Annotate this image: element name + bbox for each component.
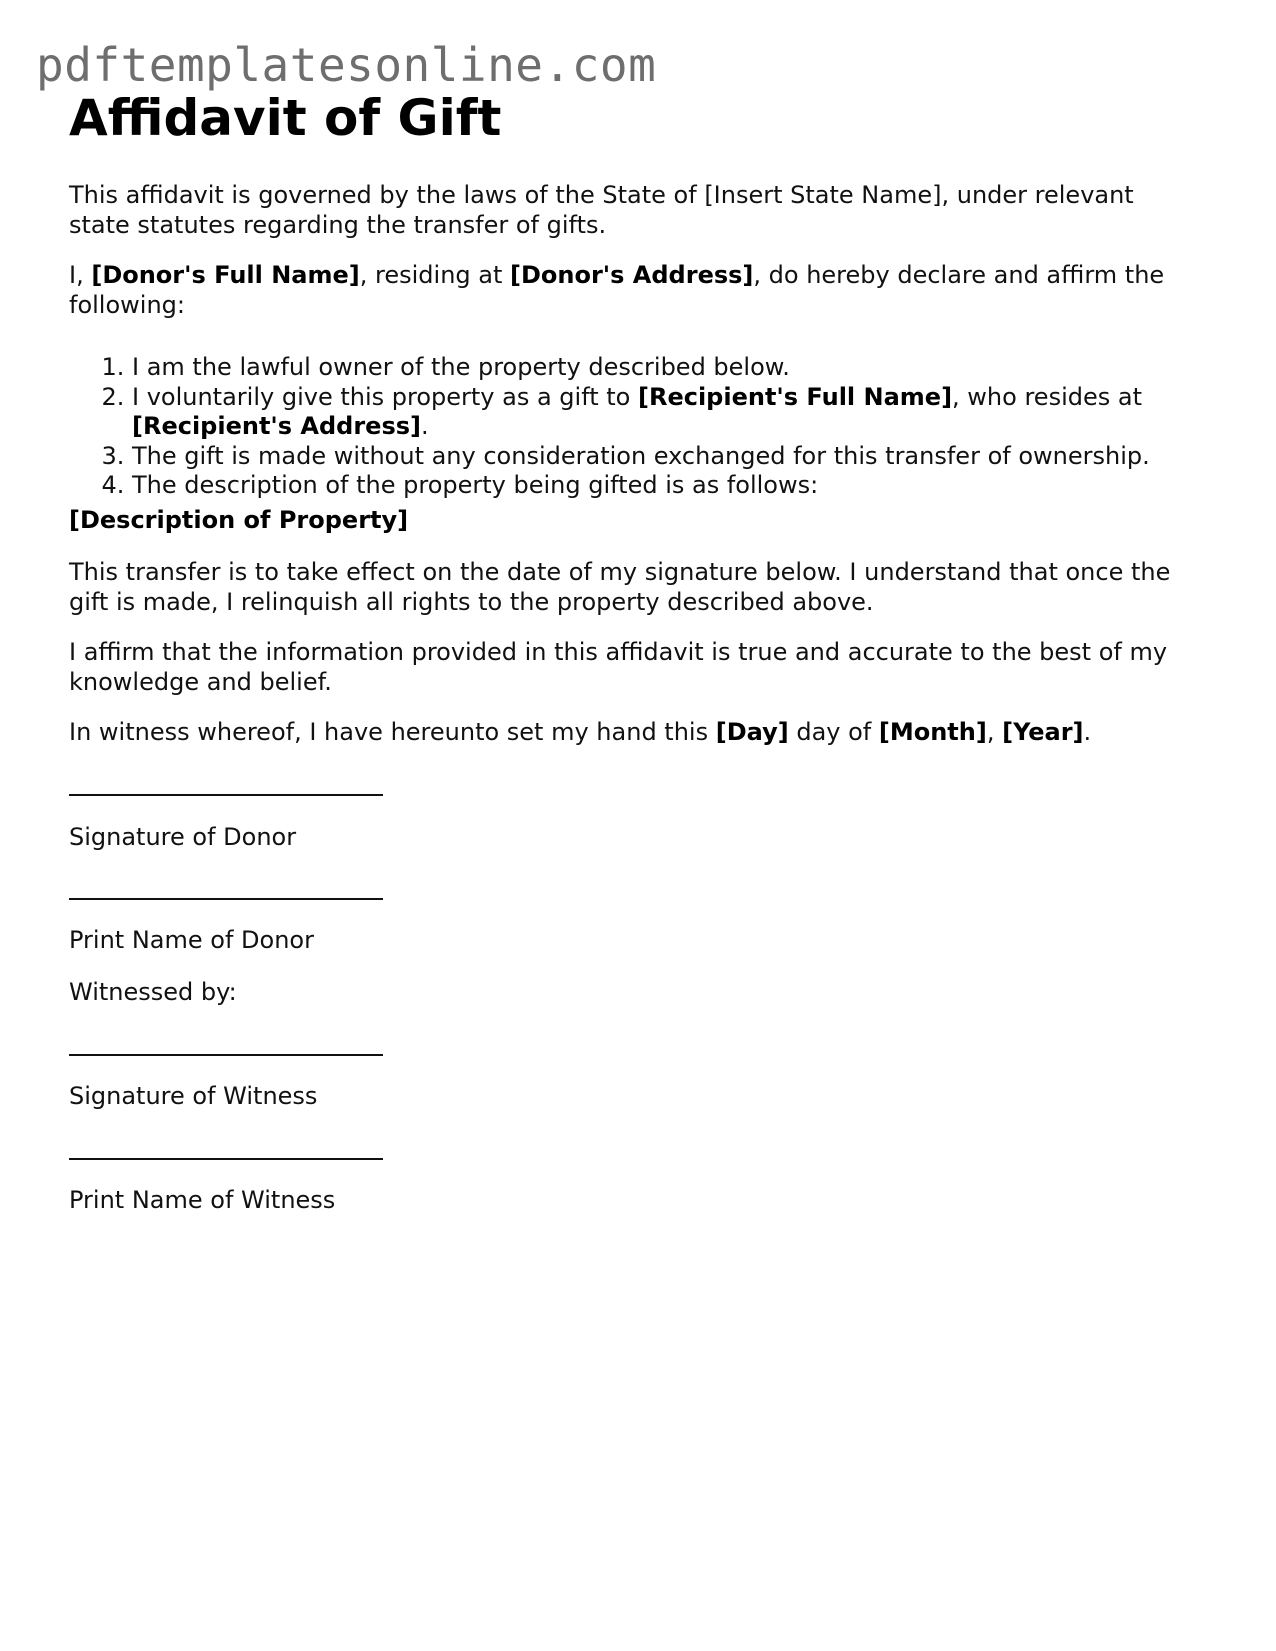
list-item: 1. I am the lawful owner of the property described below. — [132, 353, 1272, 383]
list-item — [132, 383, 1272, 442]
list-item: 4. The description of the property being gifted is as follows: — [132, 471, 1272, 501]
item2-suffix: . — [421, 412, 429, 440]
witness-clause: In witness whereof, I have hereunto set my hand this [Day] day of [Month], [Year]. — [69, 718, 1092, 746]
witness-print-name-label: Print Name of Witness — [69, 1186, 336, 1214]
witness-print-name-line[interactable] — [69, 1158, 383, 1160]
donor-print-name-label: Print Name of Donor — [69, 926, 314, 954]
watermark: pdftemplatesonline.com — [36, 38, 657, 92]
declaration-prefix: I, — [69, 261, 92, 289]
donor-print-name-line[interactable] — [69, 898, 383, 900]
declaration-suffix: , do hereby declare and affirm the following: — [69, 261, 1165, 319]
document-title: Affidavit of Gift — [69, 89, 502, 147]
declaration-middle: , residing at — [359, 261, 511, 289]
item2-prefix: I voluntarily give this property as a gift to — [132, 382, 638, 411]
witness-signature-label: Signature of Witness — [69, 1082, 318, 1110]
effect-paragraph: This transfer is to take effect on the date of my signature below. I understand that once the gift is made, I relinquish all rights to the property described above. — [69, 558, 1171, 616]
recipient-address-placeholder: [Recipient's Address] — [132, 412, 421, 440]
witness-signature-line[interactable] — [69, 1054, 383, 1056]
affirmation-list — [69, 353, 1272, 501]
donor-address-placeholder: [Donor's Address] — [510, 261, 754, 289]
declaration-paragraph — [69, 260, 1199, 320]
donor-signature-label: Signature of Donor — [69, 823, 297, 851]
donor-signature-line[interactable] — [69, 794, 383, 796]
item2-middle: , who resides at — [952, 382, 1142, 411]
intro-paragraph: This affidavit is governed by the laws of the State of [Insert State Name], under relevant state statutes regarding the transfer of gifts. — [69, 181, 1134, 239]
month-placeholder: [Month] — [878, 718, 987, 746]
day-placeholder: [Day] — [715, 718, 789, 746]
witnessed-by-label: Witnessed by: — [69, 978, 237, 1006]
affirm-paragraph: I affirm that the information provided in this affidavit is true and accurate to the best of my knowledge and belief. — [69, 638, 1168, 696]
donor-name-placeholder: [Donor's Full Name] — [91, 261, 360, 289]
property-description-placeholder: [Description of Property] — [69, 506, 409, 534]
recipient-name-placeholder: [Recipient's Full Name] — [638, 382, 953, 411]
list-item: 3. The gift is made without any consideration exchanged for this transfer of ownership. — [132, 442, 1272, 472]
year-placeholder: [Year] — [1002, 718, 1084, 746]
